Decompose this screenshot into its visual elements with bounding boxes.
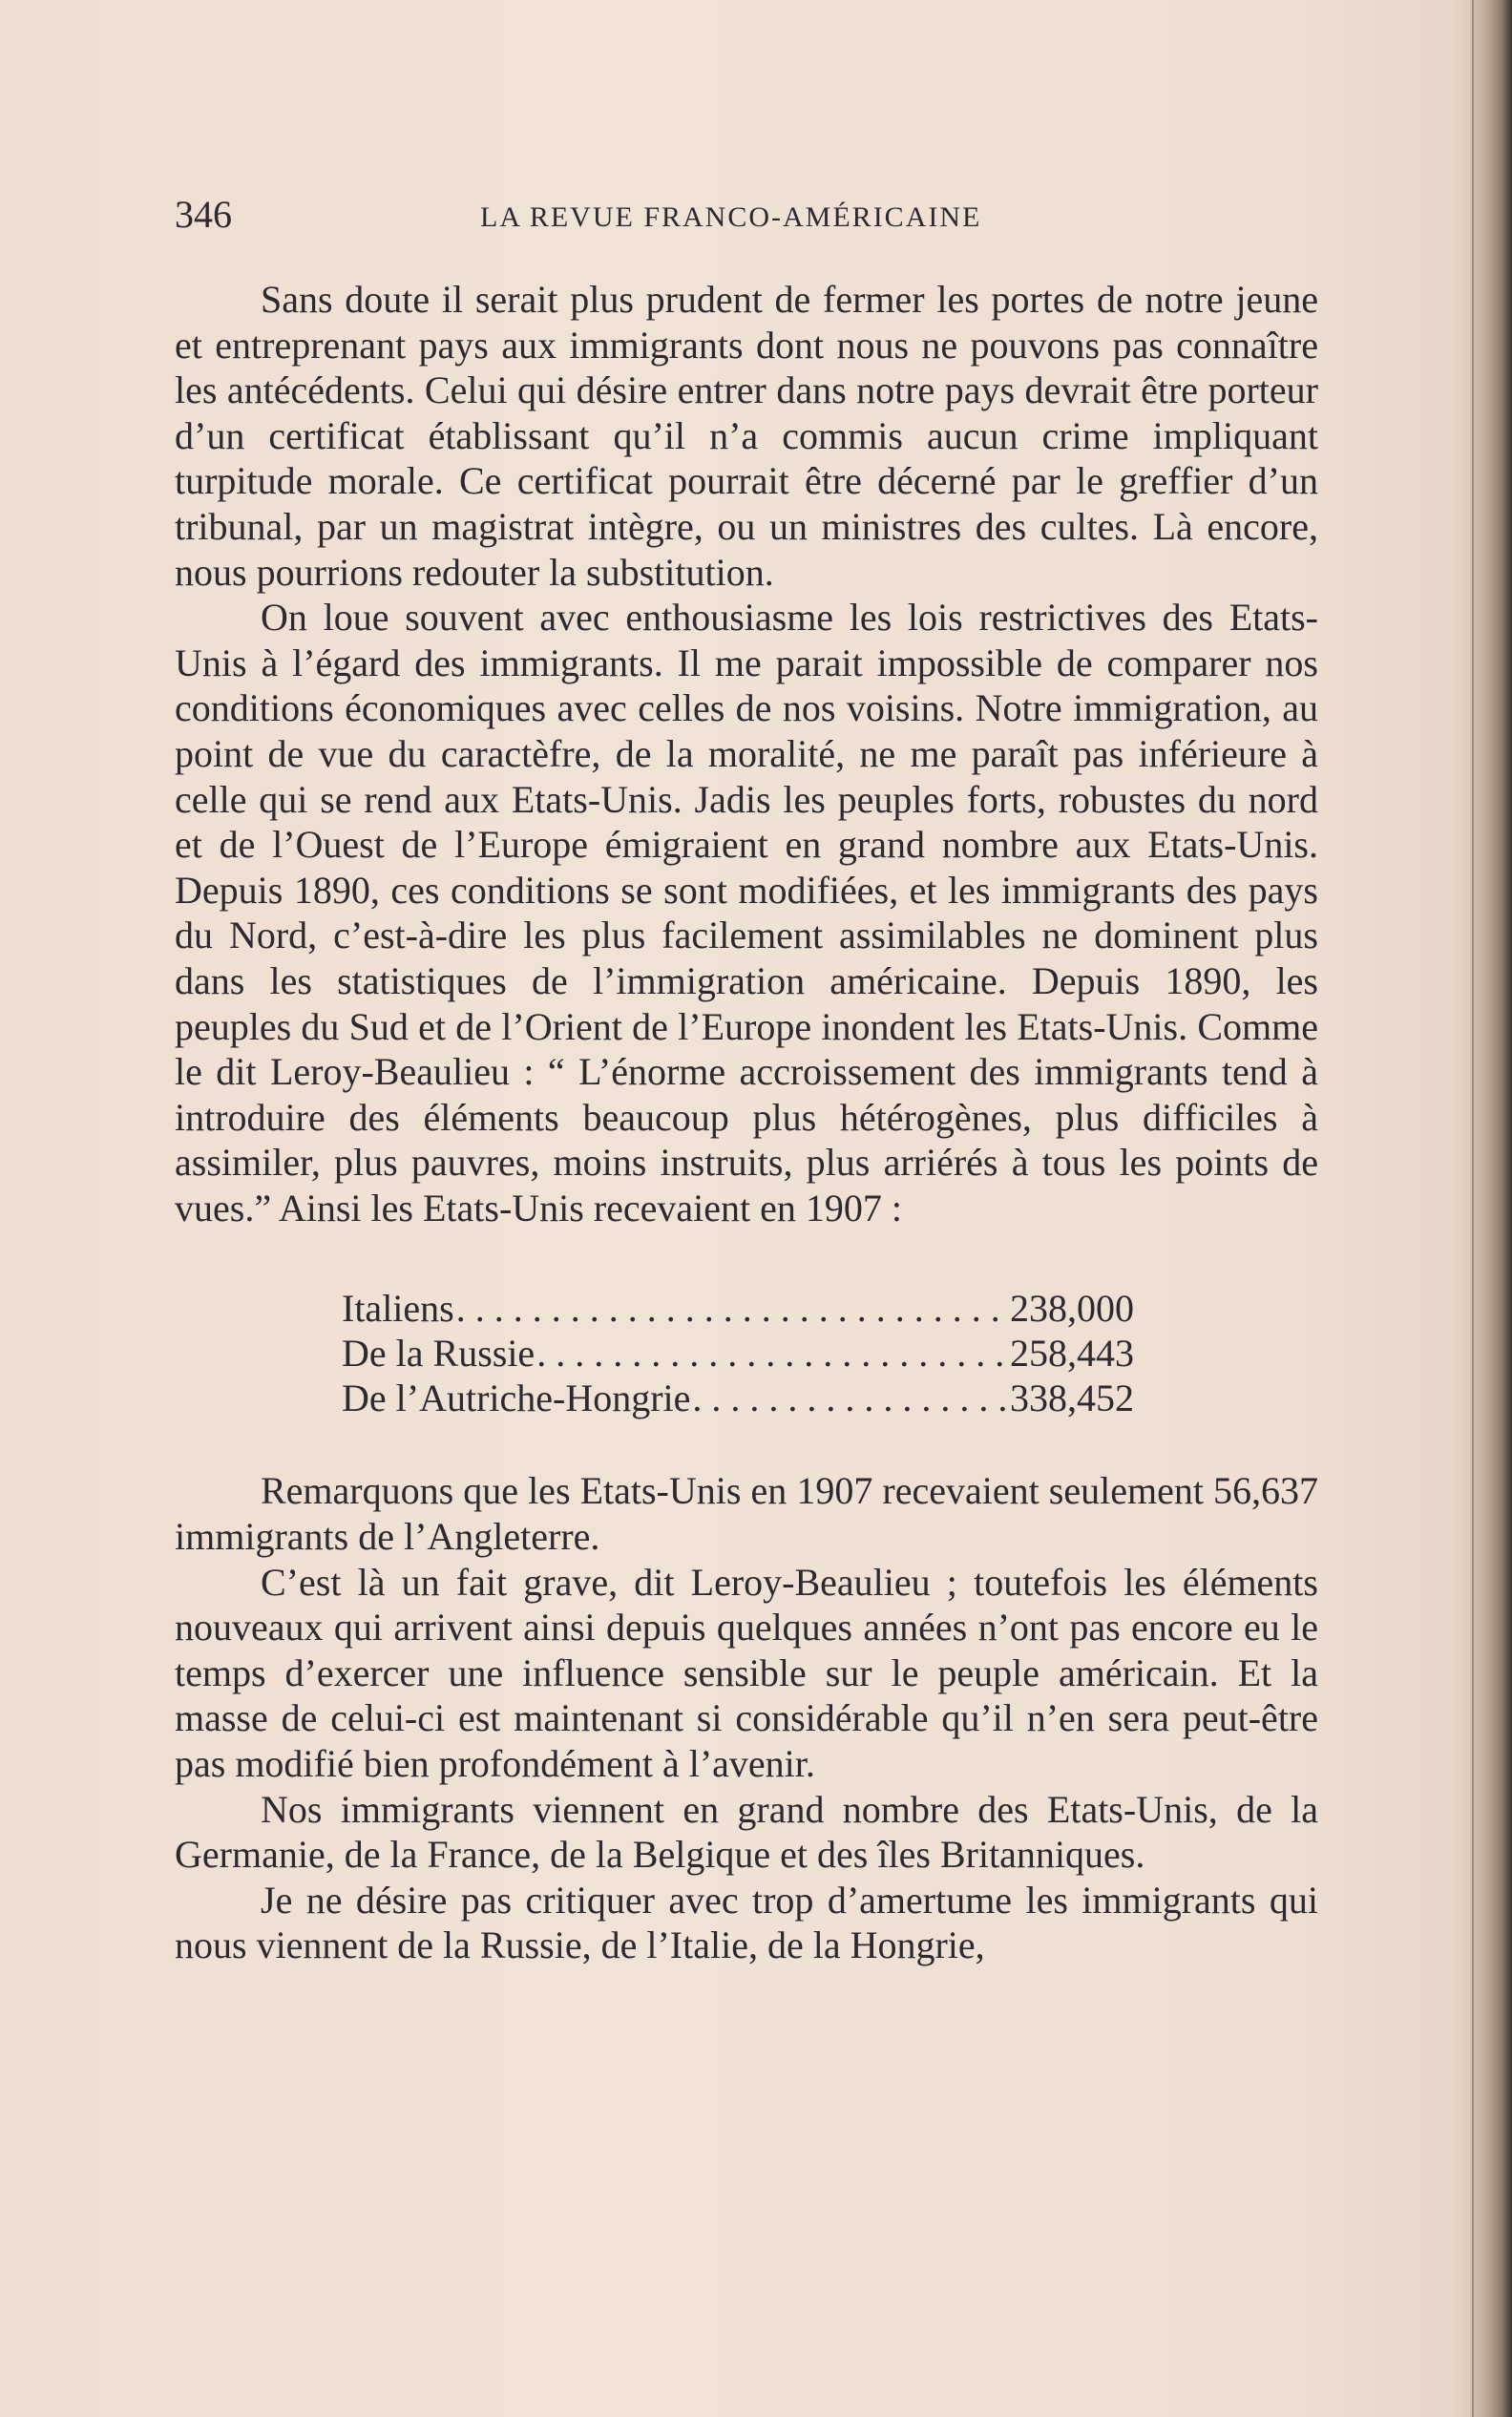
page-edge (1470, 0, 1512, 2417)
dot-leader (692, 1376, 1008, 1421)
paragraph: C’est là un fait grave, dit Leroy-Beaulieu ; toutefois les éléments nouveaux qui arrivent ainsi depuis quelques années n’ont pas encore eu le temps d’exercer une influence sensible sur le peuple américain. Et la masse de celui-ci est maintenant si considérable qu’il n’en sera peut-être pas modifié bien profondément à l’avenir. (175, 1560, 1318, 1786)
row-value: 238,000 (1010, 1287, 1134, 1331)
page-edge-line (1472, 0, 1474, 2417)
page-header (175, 191, 1320, 239)
row-label: De la Russie (342, 1332, 536, 1376)
row-value: 258,443 (1010, 1332, 1134, 1376)
page-number: 346 (175, 193, 232, 236)
paragraph: Sans doute il serait plus prudent de fermer les portes de notre jeune et entreprenant pays aux immigrants dont nous ne pouvons pas connaître les antécédents. Celui qui désire entrer dans notre pays devrait être porteur d’un certificat établissant qu’il n’a commis aucun crime impliquant turpitude morale. Ce certificat pourrait être décerné par le greffier d’un tribunal, par un magistrat intègre, ou un ministres des cultes. Là encore, nous pourrions redouter la substitution. (175, 278, 1318, 594)
paragraph: On loue souvent avec enthousiasme les lois restrictives des Etats-Unis à l’égard des immigrants. Il me parait impossible de comparer nos conditions économiques avec celles de nos voisins. Notre immigration, au point de vue du caractèfre, de la moralité, ne me paraît pas inférieure à celle qui se rend aux Etats-Unis. Jadis les peuples forts, robustes du nord et de l’Ouest de l’Europe émigraient en grand nombre aux Etats-Unis. Depuis 1890, ces conditions se sont modifiées, et les immigrants des pays du Nord, c’est-à-dire les plus facilement assimilables ne dominent plus dans les statistiques de l’immigration américaine. Depuis 1890, les peuples du Sud et de l’Orient de l’Europe inondent les Etats-Unis. Comme le dit Leroy-Beaulieu : “ L’énorme accroissement des immigrants tend à introduire des éléments beaucoup plus hétérogènes, plus difficiles à assimiler, plus pauvres, moins instruits, plus arriérés à tous les points de vues.” Ainsi les Etats-Unis recevaient en 1907 : (175, 596, 1318, 1230)
paragraph: Nos immigrants viennent en grand nombre des Etats-Unis, de la Germanie, de la France, de la Belgique et des îles Britanniques. (175, 1787, 1318, 1877)
immigration-table (342, 1286, 1134, 1420)
table-row (342, 1376, 1134, 1420)
dot-leader (536, 1331, 1008, 1377)
running-title: LA REVUE FRANCO-AMÉRICAINE (480, 201, 982, 233)
dot-leader (456, 1286, 1008, 1332)
body-text (175, 277, 1318, 1968)
table-row (342, 1331, 1134, 1376)
row-value: 338,452 (1010, 1377, 1134, 1420)
row-label: Italiens (342, 1287, 454, 1331)
paragraph: Je ne désire pas critiquer avec trop d’amertume les immigrants qui nous viennent de la Russie, de l’Italie, de la Hongrie, (175, 1878, 1318, 1967)
row-label: De l’Autriche-Hongrie (342, 1377, 691, 1420)
table-row (342, 1286, 1134, 1331)
paragraph: Remarquons que les Etats-Unis en 1907 recevaient seulement 56,637 immigrants de l’Angleterre. (175, 1469, 1318, 1559)
